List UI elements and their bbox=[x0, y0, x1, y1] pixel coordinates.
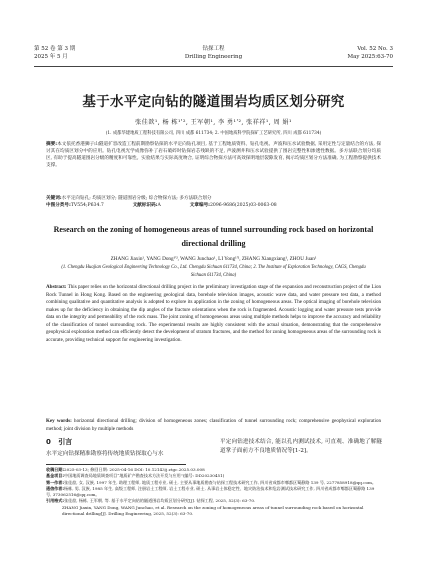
section-number: 0 bbox=[46, 438, 51, 446]
clc-value: TV554;P634.7 bbox=[70, 203, 104, 208]
paper-title-en: Research on the zoning of homogeneous areas of tunnel surrounding rock based on horizontal directional drilling bbox=[53, 225, 374, 248]
journal-name-cn: 钻探工程 bbox=[202, 46, 225, 52]
abstract-en bbox=[46, 284, 381, 344]
footnote-citation-cn: 引用格式:张佳歆, 杨栋, 王军朝, 等. 基于水平定向钻的隧道围岩均质区划分研究[J]. 钻探工程, 2025, 52(3): 63-70. bbox=[46, 498, 256, 504]
abstract-en-label: Abstract: bbox=[46, 284, 67, 290]
keywords-en-text: horizontal directional drilling; division of homogeneous zones; classification of tunnel surrounding rock; comprehensive geophysical exploration method; joint division by multiple methods bbox=[46, 418, 381, 432]
abstract-cn bbox=[46, 142, 381, 170]
body-right-column: 平定向钻进技术结合, 能以孔内测试技术, 可直观、准确地了解隧道掌子面前方不良地质情况等[1-2]。 bbox=[220, 439, 382, 455]
doc-code-label: 文献标识码: bbox=[132, 203, 158, 208]
header-center bbox=[34, 45, 393, 61]
body-left-column: 水平定向钻探精准勘察将传统地质钻探取心与水 bbox=[46, 451, 164, 457]
volume-issue-en: Vol. 52 No. 3 bbox=[357, 46, 393, 52]
abstract-cn-text: 本文依托香港狮子山隧道扩容改造工程前期勘察钻探的水平定向钻孔项目, 基于工程地质资料、钻孔电视、声波和压水试验数据, 采用定性与定量结合的方法, 探讨其在均质区划分中的应用。钻孔电视光学成像弥补了岩石破碎时钻探岩芯残缺的不足, 声波测井和压水试验提供了围岩完整性和渗透性数据。多方法联合划分均质区, 有助于提高隧道围岩分级的精度和可靠性。实验结果与实际高度吻合, 证明综合物探方法可高效探明地层裂隙发育, 揭示均质区划分方法准确, 为工程勘察提供技术支撑。 bbox=[46, 142, 381, 168]
keywords-cn bbox=[46, 196, 381, 203]
section-title: 引言 bbox=[58, 438, 73, 446]
keywords-en bbox=[46, 418, 381, 433]
footnote-corresponding-author: 通信作者:杨栋, 男, 汉族, 1985 年生, 高级工程师, 注册岩土工程师, 岩土工程专业, 硕士, 从事岩土体稳定性、地灾防治技术和危岩测试技术研究工作, 四川省成都市郫都区蜀静路 139 号, 373062516@qq.com。 bbox=[46, 485, 375, 498]
footnote-first-author: 第一作者:张佳歆, 女, 汉族, 1997 年生, 助理工程师, 地质工程专业, 硕士, 主要从事地质勘查与钻探工程技术研究工作, 四川省成都市郫都区蜀静路 139 号, 2277858918@qq.com。 bbox=[46, 479, 376, 485]
footnote-divider bbox=[46, 464, 186, 465]
footnotes bbox=[46, 467, 381, 517]
keywords-en-label: Key words: bbox=[46, 418, 72, 424]
affiliations-en: (1. Chengdu Huajian Geological Engineering Technology Co., Ltd. Chengdu Sichuan 611734, China; 2. The Institute of Exploration Technology, CAGS, Chengdu Sichuan 611734, China) bbox=[61, 265, 366, 278]
journal-name-en: Drilling Engineering bbox=[184, 54, 243, 60]
footnote-received: 收稿日期:2025-03-13; 修回日期: 2025-04-16 DOI: 10.12143/j.ztgc.2025.03.008 bbox=[46, 467, 205, 472]
clc-label: 中图分类号: bbox=[46, 203, 71, 208]
footnote-funding: 基金项目:中国地质调查局地质调查项目“地质矿产勘查技术方法开发与应用”(编号: DD20230451) bbox=[46, 473, 225, 479]
keywords-cn-text: 水平定向钻孔; 均质区划分; 隧道围岩分级; 综合物探方法; 多方法联合划分 bbox=[61, 196, 212, 201]
keywords-cn-label: 关键词: bbox=[46, 196, 62, 201]
issue-pages-en: May 2025:63-70 bbox=[347, 54, 393, 60]
issue-date-cn: 2025 年 5 月 bbox=[34, 54, 68, 60]
paper-title-cn: 基于水平定向钻的隧道围岩均质区划分研究 bbox=[82, 94, 345, 110]
abstract-en-text: This paper relies on the horizontal directional drilling project in the preliminary investigation stage of the expansion and reconstruction project of the Lion Rock Tunnel in Hong Kong. Based on the engineering geological data, borehole television images, acoustic wave data, and water pressure test data, a method combining qualitative and quantitative analysis is adopted to explore its application in the zoning of homogeneous areas. The optical imaging of borehole television makes up for the deficiency in obtaining the dip angles of the fracture orientations when the rock is fragmented. Acoustic logging and water pressure tests provide data on the integrity and permeability of the rock mass. The joint zoning of homogeneous areas using multiple methods helps to improve the accuracy and reliability of the classification of tunnel surrounding rock. The experimental results are highly consistent with the actual situation, demonstrating that the comprehensive geophysical exploration method can efficiently detect the development of stratum fractures, and the method for zoning homogeneous areas of the surrounding rock is accurate, providing technical support for engineering investigation. bbox=[46, 284, 381, 343]
authors-cn: 张佳歆¹, 杨 栋¹'², 王军朝¹, 李 勇¹'², 张祥祥¹, 周 娟¹ bbox=[135, 119, 292, 126]
abstract-cn-label: 摘要: bbox=[46, 142, 58, 147]
authors-en: ZHANG Jiaxin¹, YANG Dong¹'², WANG Junchao¹, LI Yong¹'², ZHANG Xiangxiang¹, ZHOU Juan¹ bbox=[110, 256, 317, 262]
volume-issue: 第 52 卷 第 3 期 bbox=[34, 46, 76, 52]
doc-code-value: A bbox=[157, 203, 161, 208]
article-no-label: 文章编号: bbox=[189, 203, 210, 208]
section-heading bbox=[46, 437, 72, 447]
classification-line bbox=[46, 203, 381, 210]
footnote-citation-en: ZHANG Jiaxin, YANG Dong, WANG Junchao, et al. Research on the zoning of homogeneous areas of tunnel surrounding rock based on horizontal directional drilling[J]. Drilling Engineering, 2025, 52(3): 63-70. bbox=[62, 504, 364, 517]
header-divider bbox=[34, 66, 393, 67]
article-no-value: 2096-9686(2025)03-0063-08 bbox=[210, 203, 277, 208]
affiliations-cn: (1. 成都华建地质工程科技有限公司, 四川 成都 611734; 2. 中国地质科学院探矿工艺研究所, 四川 成都 611734) bbox=[105, 131, 322, 136]
header-right bbox=[348, 45, 393, 61]
